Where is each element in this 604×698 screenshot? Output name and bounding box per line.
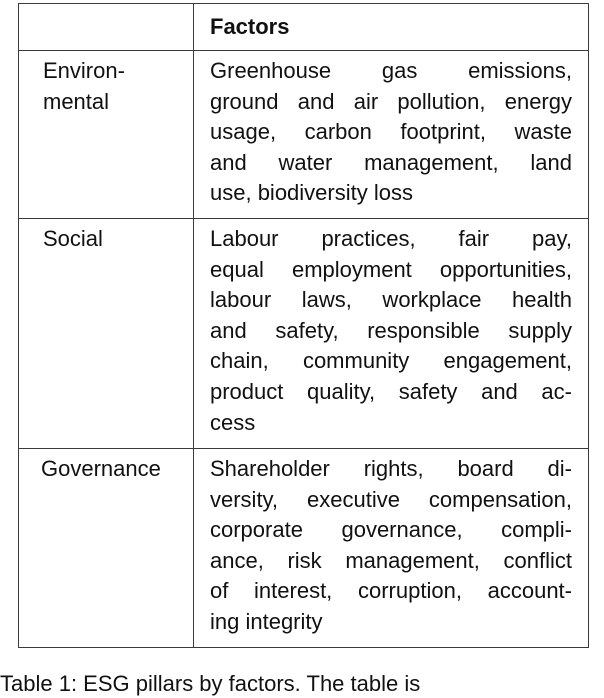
esg-factors-table	[18, 3, 589, 648]
factor-line: Greenhouse gas emissions,	[210, 58, 572, 83]
factor-line: ing integrity	[210, 608, 323, 634]
pillar-label	[19, 51, 193, 117]
header-factors-cell: Factors	[194, 4, 589, 51]
factor-line: of interest, corruption, account-	[210, 578, 572, 604]
factor-line: and safety, responsible supply	[210, 317, 572, 343]
factors-cell-governance	[194, 449, 589, 648]
factors-cell-environmental	[194, 51, 589, 219]
table-header-row	[19, 4, 589, 51]
header-pillar-cell	[19, 4, 194, 51]
factor-line: equal employment opportunities,	[210, 256, 572, 282]
table-row-environmental	[19, 51, 589, 219]
factor-line: product quality, safety and ac-	[210, 378, 572, 404]
pillar-cell-environmental	[19, 51, 194, 219]
factor-line: Shareholder rights, board di-	[210, 456, 572, 481]
factor-line: ground and air pollution, energy	[210, 88, 572, 114]
factor-line: ance, risk management, conflict	[210, 547, 572, 573]
factor-line: chain, community engagement,	[210, 348, 572, 374]
factor-line: cess	[210, 409, 256, 435]
factors-cell-social	[194, 219, 589, 449]
pillar-label: Social	[43, 226, 103, 251]
factor-line: corporate governance, compli-	[210, 517, 572, 543]
table-row-social	[19, 219, 589, 449]
pillar-line: Environ-	[43, 58, 125, 83]
pillar-cell-governance	[19, 449, 194, 648]
factor-line: use, biodiversity loss	[210, 180, 413, 206]
factor-line: labour laws, workplace health	[210, 287, 572, 313]
table-caption: Table 1: ESG pillars by factors. The table is	[0, 671, 421, 696]
factor-line: usage, carbon footprint, waste	[210, 119, 572, 145]
pillar-cell-social	[19, 219, 194, 449]
factor-line: versity, executive compensation,	[210, 486, 572, 512]
pillar-label: Governance	[41, 456, 161, 481]
pillar-line: mental	[43, 88, 110, 114]
factor-line: and water management, land	[210, 149, 572, 175]
table-row-governance	[19, 449, 589, 648]
factor-line: Labour practices, fair pay,	[210, 226, 572, 251]
